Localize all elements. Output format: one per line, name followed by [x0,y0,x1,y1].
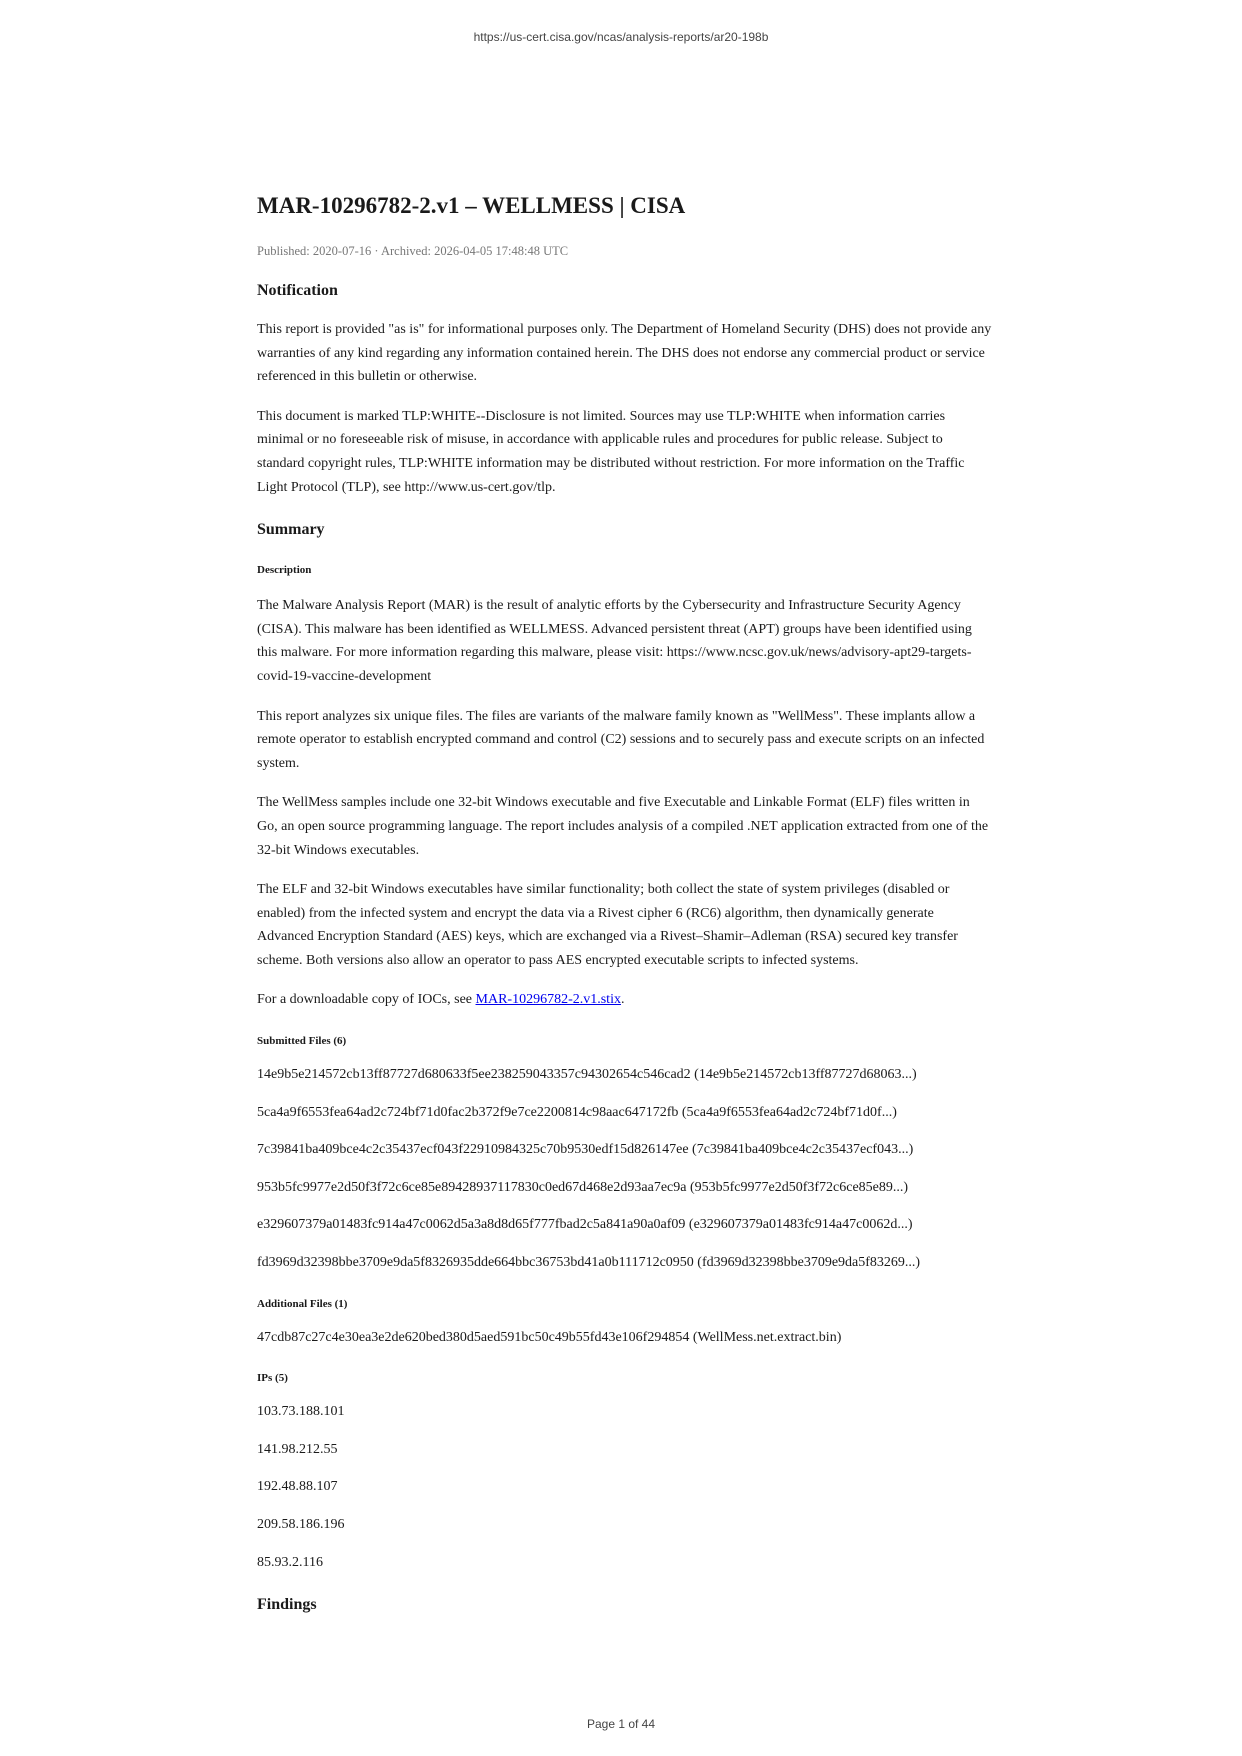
publish-meta: Published: 2020-07-16 · Archived: 2026-04-05 17:48:48 UTC [257,244,569,258]
ip-item: 209.58.186.196 [257,1517,345,1532]
additional-file-item: 47cdb87c27c4e30ea3e2de620bed380d5aed591bc50c49b55fd43e106f294854 (WellMess.net.extract.bin) [257,1329,842,1345]
summary-paragraph-2: This report analyzes six unique files. The files are variants of the malware family known as "WellMess". These implants allow a remote operator to establish encrypted command and control (C2) sessions and to securely pass and execute scripts on an infected system. [257,708,985,771]
notification-paragraph-1: This report is provided "as is" for informational purposes only. The Department of Homeland Security (DHS) does not provide any warranties of any kind regarding any information contained herein. The DHS does not endorse any commercial product or service referenced in this bulletin or otherwise. [257,322,992,385]
ips-heading: IPs (5) [257,1372,288,1385]
page-number-footer: Page 1 of 44 [586,1717,656,1731]
ioc-suffix: . [620,992,625,1008]
summary-paragraph-1: The Malware Analysis Report (MAR) is the result of analytic efforts by the Cybersecurity and Infrastructure Security Agency (CISA). This malware has been identified as WELLMESS. Advanced persistent threat (APT) groups have been identified using this malware. For more information regarding this malware, please visit: https://www.ncsc.gov.uk/news/advisory-apt29-targets-covid-19-vaccine-development [257,598,972,684]
submitted-file-item: 953b5fc9977e2d50f3f72c6ce85e89428937117830c0ed67d468e2d93aa7ec9a (953b5fc9977e2d50f3f72c6ce85e89...) [257,1179,909,1195]
additional-files-heading: Additional Files (1) [257,1297,348,1310]
submitted-file-item: 14e9b5e214572cb13ff87727d680633f5ee238259043357c94302654c546cad2 (14e9b5e214572cb13ff87727d68063...) [257,1067,917,1083]
notification-paragraph-2: This document is marked TLP:WHITE--Disclosure is not limited. Sources may use TLP:WHITE when information carries minimal or no foreseeable risk of misuse, in accordance with applicable rules and procedures for public release. Subject to standard copyright rules, TLP:WHITE information may be distributed without restriction. For more information on the Traffic Light Protocol (TLP), see http://www.us-cert.gov/tlp. [257,408,965,495]
ioc-download-paragraph [257,988,992,1012]
findings-heading: Findings [257,1596,317,1614]
ioc-prefix: For a downloadable copy of IOCs, see [257,992,476,1008]
page-url-header: https://us-cert.cisa.gov/ncas/analysis-reports/ar20-198b [473,30,769,44]
ip-item: 85.93.2.116 [257,1554,323,1570]
submitted-file-item: fd3969d32398bbe3709e9da5f8326935dde664bbc36753bd41a0b111712c0950 (fd3969d32398bbe3709e9da5f83269...) [257,1255,921,1271]
notification-heading: Notification [257,282,338,299]
submitted-files-heading: Submitted Files (6) [257,1035,347,1048]
summary-heading: Summary [257,521,325,539]
ip-item: 192.48.88.107 [257,1479,338,1495]
summary-paragraph-4: The ELF and 32-bit Windows executables have similar functionality; both collect the state of system privileges (disabled or enabled) from the infected system and encrypt the data via a Rivest cipher 6 (RC6) algorithm, then dynamically generate Advanced Encryption Standard (AES) keys, which are exchanged via a Rivest–Shamir–Adleman (RSA) secured key transfer scheme. Both versions also allow an operator to pass AES encrypted executable scripts to infected systems. [257,882,958,968]
submitted-file-item: e329607379a01483fc914a47c0062d5a3a8d8d65f777fbad2c5a841a90a0af09 (e329607379a01483fc914a47c0062d...) [257,1217,913,1233]
ip-item: 103.73.188.101 [257,1404,345,1420]
summary-paragraph-3: The WellMess samples include one 32-bit Windows executable and five Executable and Linkable Format (ELF) files written in Go, an open source programming language. The report includes analysis of a compiled .NET application extracted from one of the 32-bit Windows executables. [257,795,989,858]
ioc-stix-link[interactable]: MAR-10296782-2.v1.stix [475,992,621,1008]
submitted-file-item: 5ca4a9f6553fea64ad2c724bf71d0fac2b372f9e7ce2200814c98aac647172fb (5ca4a9f6553fea64ad2c724bf71d0f...) [257,1104,897,1120]
submitted-file-item: 7c39841ba409bce4c2c35437ecf043f22910984325c70b9530edf15d826147ee (7c39841ba409bce4c2c35437ecf043...) [257,1142,914,1158]
description-heading: Description [257,564,312,577]
ip-item: 141.98.212.55 [257,1441,338,1457]
article [257,188,992,1616]
page-title: MAR-10296782-2.v1 – WELLMESS | CISA [257,193,686,218]
